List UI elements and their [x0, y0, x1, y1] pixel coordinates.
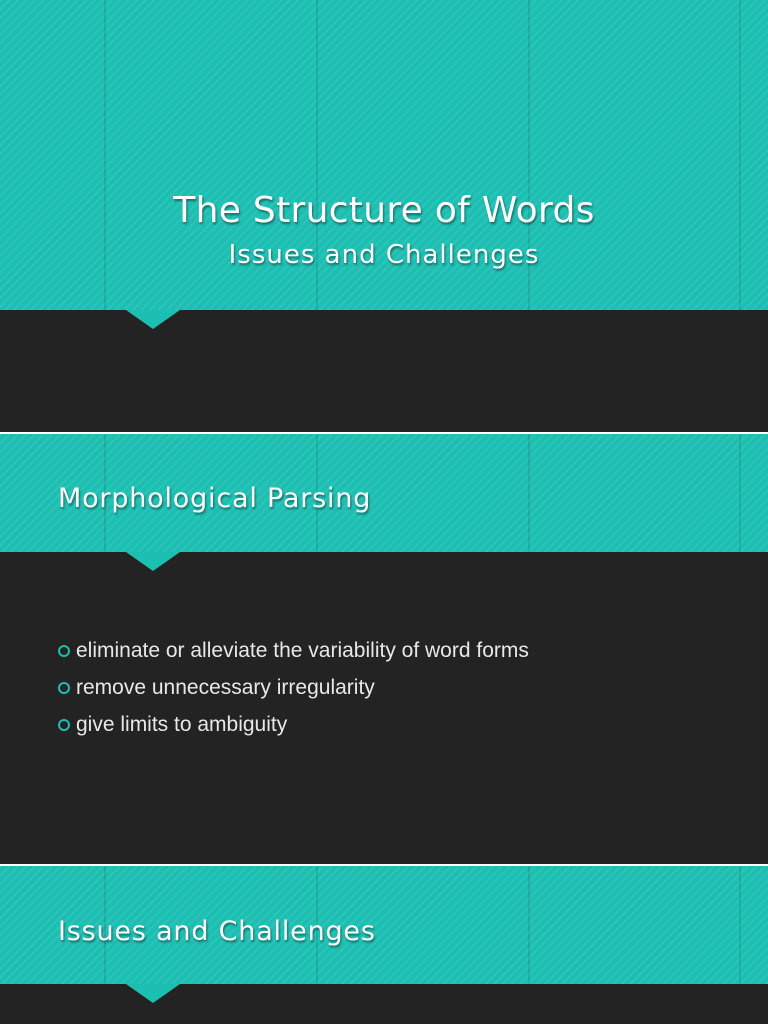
slide-3 — [0, 866, 768, 1024]
slide-3-body — [0, 984, 768, 1024]
bullet-text: eliminate or alleviate the variability of word forms — [76, 638, 529, 662]
list-item — [58, 632, 529, 669]
slide-title: The Structure of Words — [173, 190, 595, 231]
slide-subtitle: Issues and Challenges — [228, 240, 540, 270]
bullet-text: give limits to ambiguity — [76, 712, 288, 736]
slide-3-notch — [126, 984, 180, 1003]
slide-2 — [0, 434, 768, 864]
slide-1-body — [0, 310, 768, 432]
circle-outline-icon — [58, 682, 70, 694]
slide-1-notch — [126, 310, 180, 329]
list-item — [58, 706, 529, 743]
slide-heading: Issues and Challenges — [58, 916, 376, 947]
slide-1 — [0, 0, 768, 432]
slide-2-notch — [126, 552, 180, 571]
slide-heading: Morphological Parsing — [58, 483, 372, 514]
circle-outline-icon — [58, 719, 70, 731]
bullet-list — [58, 632, 529, 743]
bullet-text: remove unnecessary irregularity — [76, 675, 375, 699]
circle-outline-icon — [58, 645, 70, 657]
list-item — [58, 669, 529, 706]
